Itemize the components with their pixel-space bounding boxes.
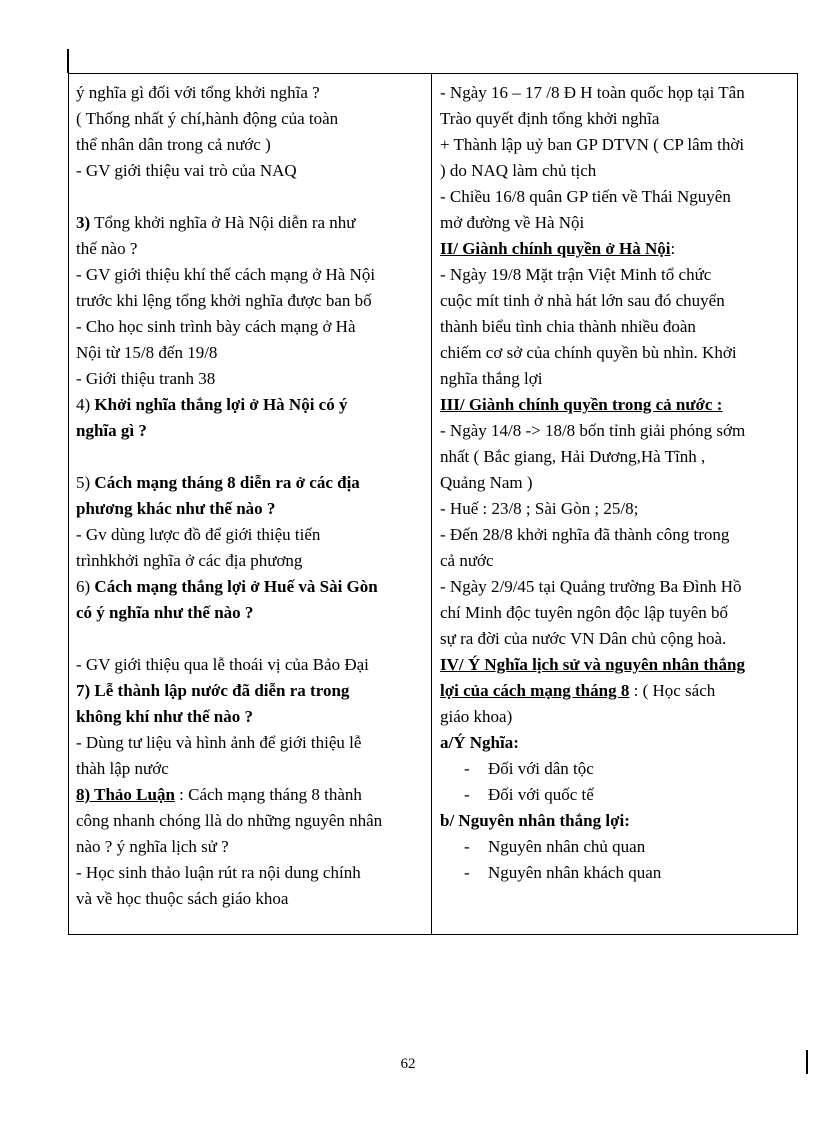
text-line: - Ngày 19/8 Mặt trận Việt Minh tổ chức [440,265,712,284]
list-item: - Đối với dân tộc [464,759,594,778]
text-line: - GV giới thiệu qua lễ thoái vị của Bảo Đại [76,655,369,674]
text-line: nào ? ý nghĩa lịch sử ? [76,837,229,856]
text-line: - GV giới thiệu khí thế cách mạng ở Hà Nội [76,265,376,284]
section-heading-4: IV/ Ý Nghĩa lịch sử và nguyên nhân thắng [440,655,745,674]
list-item: - Nguyên nhân chủ quan [464,837,646,856]
content-column [432,74,797,934]
text-line: mở đường về Hà Nội [440,213,585,232]
text-line: - Học sinh thảo luận rút ra nội dung chính [76,863,361,882]
list-item: - Nguyên nhân khách quan [464,863,662,882]
text-line: - Dùng tư liệu và hình ảnh để giới thiệu lễ [76,733,362,752]
text-line: cả nước [440,551,494,570]
section-heading-2: II/ Giành chính quyền ở Hà Nội: [440,239,676,258]
question-4: 4) Khởi nghĩa thắng lợi ở Hà Nội có ý [76,395,348,414]
text-line: nghĩa thắng lợi [440,369,543,388]
question-5: 5) Cách mạng tháng 8 diễn ra ở các địa [76,473,360,492]
text-line: chiếm cơ sở của chính quyền bù nhìn. Khởi [440,343,737,362]
text-line: sự ra đời của nước VN Dân chủ cộng hoà. [440,629,727,648]
text-line: thàh lập nước [76,759,169,778]
text-line: chí Minh độc tuyên ngôn độc lập tuyên bố [440,603,729,622]
question-7: 7) Lễ thành lập nước đã diễn ra trong [76,681,350,700]
text-line: có ý nghĩa như thế nào ? [76,603,254,622]
list-item: - Đối với quốc tế [464,785,594,804]
text-line: - Ngày 16 – 17 /8 Đ H toàn quốc họp tại Tân [440,83,745,102]
text-line: giáo khoa) [440,707,513,726]
section-heading-3: III/ Giành chính quyền trong cả nước : [440,395,723,414]
text-line: Nội từ 15/8 đến 19/8 [76,343,218,362]
lesson-table [68,73,798,935]
text-line: phương khác như thế nào ? [76,499,276,518]
section-heading-4-cont: lợi của cách mạng tháng 8 : ( Học sách [440,681,716,700]
subheading-b: b/ Nguyên nhân thắng lợi: [440,811,630,830]
question-3: 3) Tổng khởi nghĩa ở Hà Nội diễn ra như [76,213,356,232]
text-line: - Chiều 16/8 quân GP tiến về Thái Nguyên [440,187,731,206]
text-line: thể nhân dân trong cả nước ) [76,135,271,154]
text-line: - Huế : 23/8 ; Sài Gòn ; 25/8; [440,499,639,518]
text-line: trước khi lệng tổng khởi nghĩa được ban bố [76,291,372,310]
page-number: 62 [400,1056,416,1072]
text-line: nhất ( Bắc giang, Hải Dương,Hà Tĩnh , [440,447,706,466]
text-line: thành biểu tình chia thành nhiều đoàn [440,317,696,336]
text-line: ( Thống nhất ý chí,hành động của toàn [76,109,339,128]
teacher-activity-column [69,74,432,934]
subheading-a: a/Ý Nghĩa: [440,733,519,752]
text-line: + Thành lập uỷ ban GP DTVN ( CP lâm thời [440,135,745,154]
text-line: ý nghĩa gì đối với tổng khởi nghĩa ? [76,83,320,102]
margin-mark-top [67,49,69,73]
text-line: - Ngày 14/8 -> 18/8 bốn tỉnh giải phóng sớm [440,421,746,440]
text-line: nghĩa gì ? [76,421,147,440]
text-line: thế nào ? [76,239,138,258]
question-6: 6) Cách mạng thắng lợi ở Huế và Sài Gòn [76,577,378,596]
text-line: Trào quyết định tổng khởi nghĩa [440,109,660,128]
text-line: không khí như thế nào ? [76,707,253,726]
text-line: cuộc mít tinh ở nhà hát lớn sau đó chuyển [440,291,725,310]
text-line: - Cho học sinh trình bày cách mạng ở Hà [76,317,356,336]
text-line: trìnhkhởi nghĩa ở các địa phương [76,551,303,570]
text-line: Quảng Nam ) [440,473,533,492]
text-line: - Đến 28/8 khởi nghĩa đã thành công trong [440,525,730,544]
text-line: và về học thuộc sách giáo khoa [76,889,289,908]
text-line: ) do NAQ làm chủ tịch [440,161,597,180]
question-8: 8) Thảo Luận : Cách mạng tháng 8 thành [76,785,362,804]
text-line: - Giới thiệu tranh 38 [76,369,216,388]
text-line: - Ngày 2/9/45 tại Quảng trường Ba Đình Hồ [440,577,742,596]
text-line: - Gv dùng lược đồ để giới thiệu tiến [76,525,321,544]
text-line: - GV giới thiệu vai trò của NAQ [76,161,297,180]
text-line: công nhanh chóng llà do những nguyên nhân [76,811,383,830]
